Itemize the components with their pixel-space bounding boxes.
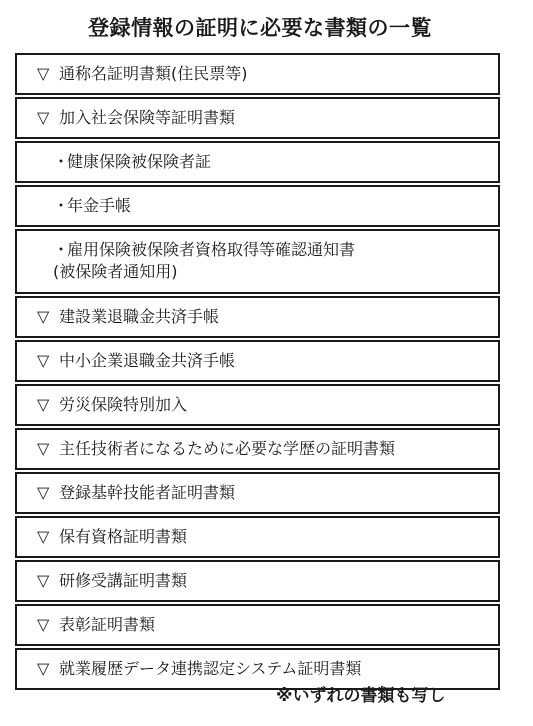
footnote: ※いずれの書類も写し (276, 686, 446, 706)
list-item (15, 472, 500, 514)
list-item-label: 登録基幹技能者証明書類 (59, 483, 236, 502)
triangle-down-outline-icon: ▽ (37, 571, 50, 590)
list-item-label: 通称名証明書類(住民票等) (59, 64, 248, 83)
list-item (15, 340, 500, 382)
bullet-dot-icon: ・ (53, 196, 70, 215)
list-item-label: 研修受講証明書類 (59, 571, 188, 590)
triangle-down-outline-icon: ▽ (37, 483, 50, 502)
list-item-label: 主任技術者になるために必要な学歴の証明書類 (59, 439, 396, 458)
list-item-label: 保有資格証明書類 (59, 527, 188, 546)
sub-list-item (15, 229, 500, 294)
bullet-dot-icon: ・ (53, 240, 70, 259)
sub-list-item (15, 141, 500, 183)
list-item-label: 表彰証明書類 (59, 615, 156, 634)
list-item-label: 就業履歴データ連携認定システム証明書類 (59, 659, 362, 678)
sub-list-item-label: 雇用保険被保険者資格取得等確認通知書 (67, 240, 356, 259)
triangle-down-outline-icon: ▽ (37, 307, 50, 326)
triangle-down-outline-icon: ▽ (37, 64, 50, 83)
triangle-down-outline-icon: ▽ (37, 659, 50, 678)
list-item (15, 384, 500, 426)
page-title: 登録情報の証明に必要な書類の一覧 (88, 16, 432, 40)
list-item (15, 604, 500, 646)
list-item-label: 中小企業退職金共済手帳 (59, 351, 236, 370)
triangle-down-outline-icon: ▽ (37, 108, 50, 127)
list-item (15, 428, 500, 470)
list-item (15, 560, 500, 602)
triangle-down-outline-icon: ▽ (37, 439, 50, 458)
sub-list-item-label: 健康保険被保険者証 (67, 152, 212, 171)
triangle-down-outline-icon: ▽ (37, 395, 50, 414)
triangle-down-outline-icon: ▽ (37, 351, 50, 370)
list-item (15, 97, 500, 139)
document-list (15, 53, 500, 692)
list-item-label: 建設業退職金共済手帳 (59, 307, 220, 326)
list-item (15, 516, 500, 558)
triangle-down-outline-icon: ▽ (37, 527, 50, 546)
list-item (15, 296, 500, 338)
triangle-down-outline-icon: ▽ (37, 615, 50, 634)
bullet-dot-icon: ・ (53, 152, 70, 171)
list-item-label: 加入社会保険等証明書類 (59, 108, 236, 127)
sub-list-item (15, 185, 500, 227)
sub-list-item-label: 年金手帳 (67, 196, 132, 215)
list-item (15, 53, 500, 95)
sub-list-item-label-continuation: (被保険者通知用) (53, 262, 178, 281)
list-item-label: 労災保険特別加入 (59, 395, 188, 414)
